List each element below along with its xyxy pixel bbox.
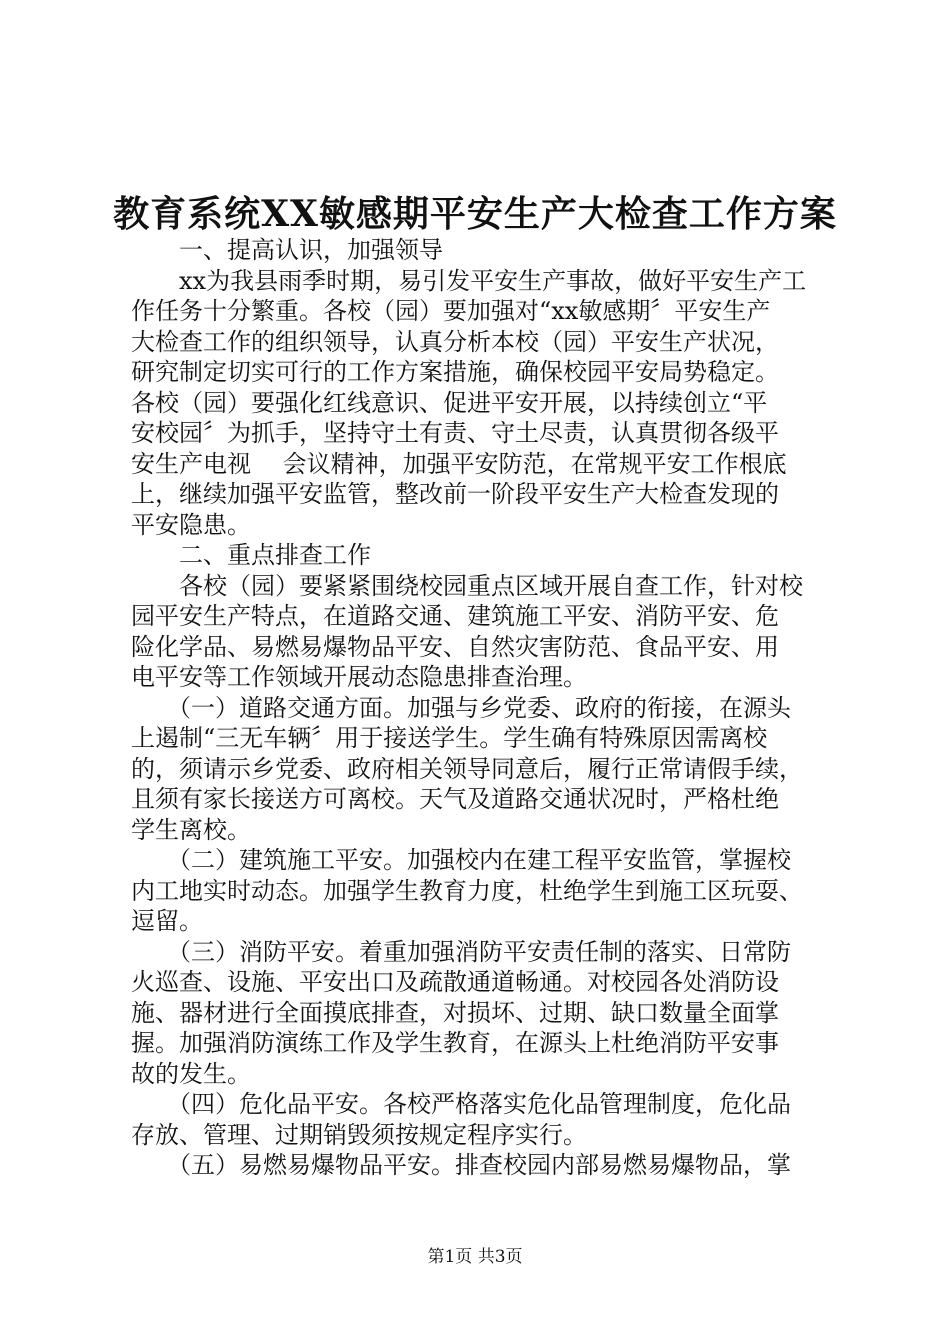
paragraph-line: 安校园〞为抓手，坚持守土有责、守土尽责，认真贯彻各级平 [131, 419, 779, 447]
paragraph-line: （一）道路交通方面。加强与乡党委、政府的衔接，在源头 [131, 693, 791, 722]
paragraph-line: 险化学品、易燃易爆物品平安、自然灾害防范、食品平安、用 [131, 632, 779, 661]
paragraph-line: 安生产电视 会议精神，加强平安防范，在常规平安工作根底 [131, 449, 787, 478]
paragraph-line: 施、器材进行全面摸底排查，对损坏、过期、缺口数量全面掌 [131, 998, 779, 1027]
paragraph-line: （二）建筑施工平安。加强校内在建工程平安监管，掌握校 [131, 846, 791, 874]
paragraph-line: 园平安生产特点，在道路交通、建筑施工平安、消防平安、危 [131, 602, 779, 630]
document-body [131, 235, 831, 1181]
paragraph-line: 内工地实时动态。加强学生教育力度，杜绝学生到施工区玩耍、 [131, 876, 803, 905]
paragraph-line: 二、重点排查工作 [131, 541, 371, 569]
paragraph-line: xx为我县雨季时期，易引发平安生产事故，做好平安生产工 [131, 266, 807, 295]
paragraph-line: 火巡查、设施、平安出口及疏散通道畅通。对校园各处消防设 [131, 968, 779, 996]
page-number: 第1页 共3页 [427, 1247, 523, 1267]
paragraph-line: （三）消防平安。着重加强消防平安责任制的落实、日常防 [131, 937, 791, 966]
paragraph-line: 平安隐患。 [131, 510, 251, 539]
paragraph-line: 一、提高认识，加强领导 [131, 236, 443, 264]
paragraph-line: 上遏制“三无车辆〞用于接送学生。学生确有特殊原因需离校 [131, 724, 768, 752]
paragraph-line: 作任务十分繁重。各校（园）要加强对“xx敏感期〞平安生产 [131, 297, 771, 325]
paragraph-line: 大检查工作的组织领导，认真分析本校（园）平安生产状况， [131, 327, 779, 356]
paragraph-line: 学生离校。 [131, 815, 251, 844]
paragraph-line: 逗留。 [131, 907, 203, 935]
paragraph-line: （四）危化品平安。各校严格落实危化品管理制度，危化品 [131, 1090, 791, 1118]
paragraph-line: 各校（园）要紧紧围绕校园重点区域开展自查工作，针对校 [131, 571, 803, 600]
document-title: 教育系统XX敏感期平安生产大检查工作方案 [113, 193, 837, 235]
paragraph-line: 且须有家长接送方可离校。天气及道路交通状况时，严格杜绝 [131, 785, 779, 813]
paragraph-line: 各校（园）要强化红线意识、促进平安开展，以持续创立“平 [131, 388, 768, 417]
paragraph-line: 存放、管理、过期销毁须按规定程序实行。 [131, 1120, 587, 1149]
paragraph-line: 故的发生。 [131, 1059, 251, 1088]
paragraph-line: 研究制定切实可行的工作方案措施，确保校园平安局势稳定。 [131, 358, 779, 386]
paragraph-line: 电平安等工作领域开展动态隐患排查治理。 [131, 663, 587, 691]
paragraph-line: 上，继续加强平安监管，整改前一阶段平安生产大检查发现的 [131, 480, 779, 508]
paragraph-line: 握。加强消防演练工作及学生教育，在源头上杜绝消防平安事 [131, 1029, 779, 1057]
paragraph-line: （五）易燃易爆物品平安。排查校园内部易燃易爆物品，掌 [131, 1151, 791, 1179]
paragraph-line: 的，须请示乡党委、政府相关领导同意后，履行正常请假手续， [131, 754, 803, 783]
